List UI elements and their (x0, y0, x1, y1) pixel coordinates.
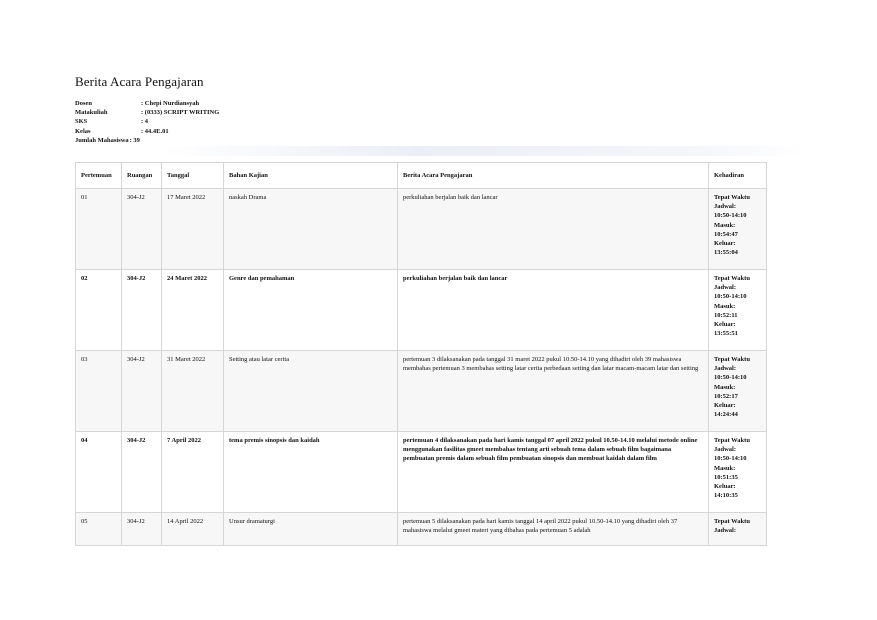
kehadiran-keluar-label: Keluar: (714, 483, 736, 491)
cell-tanggal: 24 Maret 2022 (162, 270, 224, 351)
kehadiran-jadwal-label: Jadwal: (714, 527, 737, 535)
header-tanggal: Tanggal (162, 163, 224, 189)
matakuliah-label: Matakuliah (75, 109, 108, 117)
header-kehadiran: Kehadiran (709, 163, 767, 189)
header-pertemuan: Pertemuan (76, 163, 122, 189)
cell-tanggal: 17 Maret 2022 (162, 189, 224, 270)
cell-berita-acara: pertemuan 5 dilaksanakan pada hari kamis tanggal 14 april 2022 pukul 10.50-14.10 yang dihadiri oleh 37 mahasiswa melalui gmeet materi yang dibahas pada pertemuan 5 adalah (398, 513, 709, 546)
matakuliah-value: : (0333) SCRIPT WRITING (141, 109, 220, 117)
cell-bahan-kajian: tema premis sinopsis dan kaidah (224, 432, 398, 513)
kehadiran-keluar: 14:24:44 (714, 411, 738, 419)
kehadiran-jadwal-label: Jadwal: (714, 284, 737, 292)
cell-tanggal: 7 April 2022 (162, 432, 224, 513)
kehadiran-keluar-label: Keluar: (714, 321, 736, 329)
table-row (76, 432, 767, 513)
sks-row (75, 117, 219, 126)
dosen-value: : Chepi Nurdiansyah (141, 100, 200, 107)
kehadiran-jadwal: 10:50-14:10 (714, 374, 747, 382)
dosen-label: Dosen (75, 100, 92, 107)
cell-berita-acara: pertemuan 4 dilaksanakan pada hari kamis tanggal 07 april 2022 pukul 10.50-14.10 melalui metode online menggunakan fasilitas gmeet membahas tentang arti sebuah tema dalam sebuah film bagaimana pembuatan premis dalam sebuah film pembuatan sinopsis dan membuat kaidah dalam film (398, 432, 709, 513)
kehadiran-status: Tepat Waktu (714, 194, 750, 201)
kehadiran-keluar-label: Keluar: (714, 402, 736, 410)
kehadiran-jadwal-label: Jadwal: (714, 365, 737, 373)
cell-berita-acara: perkuliahan berjalan baik dan lancar (398, 270, 709, 351)
kehadiran-keluar-label: Keluar: (714, 240, 736, 248)
kehadiran-masuk-label: Masuk: (714, 383, 736, 391)
cell-berita-acara: perkuliahan berjalan baik dan lancar (398, 189, 709, 270)
cell-pertemuan: 05 (76, 513, 122, 546)
divider (160, 146, 805, 156)
kehadiran-status: Tepat Waktu (714, 518, 750, 525)
kehadiran-masuk: 10:52:11 (714, 311, 738, 319)
kehadiran-status: Tepat Waktu (714, 437, 750, 444)
cell-ruangan: 304-J2 (122, 513, 162, 546)
kehadiran-masuk: 10:51:35 (714, 473, 738, 481)
cell-kehadiran (709, 351, 767, 432)
cell-pertemuan: 01 (76, 189, 122, 270)
table-row (76, 270, 767, 351)
cell-kehadiran (709, 432, 767, 513)
matakuliah-row (75, 108, 219, 117)
kelas-label: Kelas (75, 127, 91, 135)
header-bahan-kajian: Bahan Kajian (224, 163, 398, 189)
cell-berita-acara: pertemuan 3 dilaksanakan pada tanggal 31 maret 2022 pukul 10.50-14.10 yang dihadiri oleh 39 mahasiswa membahas pertemuan 3 membahas setting latar cerita perbedaan setting dan latar macam-macam latar dan setting (398, 351, 709, 432)
jumlah-row (75, 136, 219, 145)
table-header-row (76, 163, 767, 189)
cell-bahan-kajian: Setting atau latar cerita (224, 351, 398, 432)
header-ruangan: Ruangan (122, 163, 162, 189)
cell-pertemuan: 04 (76, 432, 122, 513)
cell-bahan-kajian: Unsur dramaturgi (224, 513, 398, 546)
cell-pertemuan: 03 (76, 351, 122, 432)
kehadiran-jadwal-label: Jadwal: (714, 446, 737, 454)
kehadiran-masuk: 10:54:47 (714, 230, 738, 238)
dosen-row (75, 99, 219, 108)
sks-value: : 4 (141, 118, 149, 126)
cell-bahan-kajian: naskah Drama (224, 189, 398, 270)
kehadiran-jadwal: 10:50-14:10 (714, 455, 747, 463)
cell-tanggal: 31 Maret 2022 (162, 351, 224, 432)
jumlah-label: Jumlah Mahasiswa (75, 136, 129, 144)
kehadiran-status: Tepat Waktu (714, 356, 750, 363)
cell-kehadiran (709, 189, 767, 270)
kelas-value: : 44.4E.01 (141, 127, 169, 135)
cell-ruangan: 304-J2 (122, 270, 162, 351)
kehadiran-jadwal-label: Jadwal: (714, 203, 737, 211)
kehadiran-keluar: 13:55:04 (714, 249, 738, 257)
kehadiran-status: Tepat Waktu (714, 275, 750, 282)
cell-bahan-kajian: Genre dan pemahaman (224, 270, 398, 351)
cell-kehadiran (709, 513, 767, 546)
table-row (76, 351, 767, 432)
jumlah-value: : 39 (129, 136, 140, 144)
cell-ruangan: 304-J2 (122, 432, 162, 513)
kehadiran-jadwal: 10:50-14:10 (714, 293, 747, 301)
kehadiran-keluar: 14:10:35 (714, 492, 738, 500)
attendance-table (75, 162, 767, 546)
sks-label: SKS (75, 118, 88, 126)
cell-ruangan: 304-J2 (122, 189, 162, 270)
kehadiran-masuk-label: Masuk: (714, 464, 736, 472)
course-info (75, 99, 219, 145)
kehadiran-keluar: 13:55:51 (714, 330, 738, 338)
cell-tanggal: 14 April 2022 (162, 513, 224, 546)
kehadiran-jadwal: 10:50-14:10 (714, 212, 747, 220)
cell-kehadiran (709, 270, 767, 351)
kelas-row (75, 127, 219, 136)
page-title: Berita Acara Pengajaran (75, 74, 204, 89)
kehadiran-masuk: 10:52:17 (714, 392, 738, 400)
kehadiran-masuk-label: Masuk: (714, 302, 736, 310)
cell-ruangan: 304-J2 (122, 351, 162, 432)
cell-pertemuan: 02 (76, 270, 122, 351)
header-berita-acara: Berita Acara Pengajaran (398, 163, 709, 189)
table-row (76, 513, 767, 546)
kehadiran-masuk-label: Masuk: (714, 221, 736, 229)
table-row (76, 189, 767, 270)
